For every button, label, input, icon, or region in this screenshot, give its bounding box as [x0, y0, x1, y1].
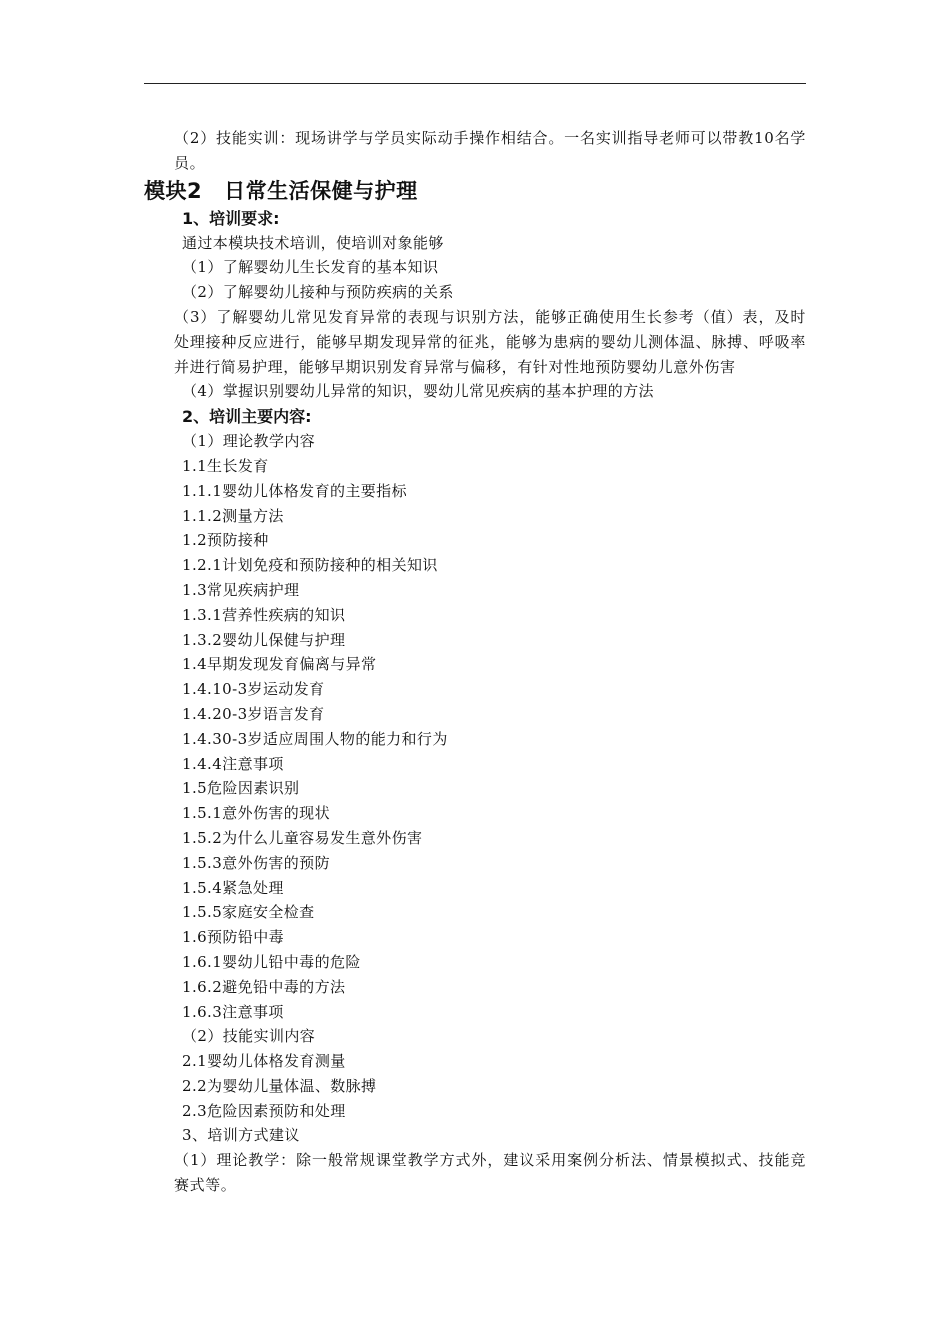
header-rule: [144, 83, 806, 84]
list-item: 1.5危险因素识别: [182, 779, 300, 798]
list-item: 1.4.4注意事项: [182, 754, 284, 773]
list-item: 2.2为婴幼儿量体温、数脉搏: [182, 1076, 377, 1095]
theory-list: [144, 454, 806, 1024]
section1-item: （3）了解婴幼儿常见发育异常的表现与识别方法，能够正确使用生长参考（值）表，及时处理接种反应进行，能够早期发现异常的征兆，能够为患病的婴幼儿测体温、脉搏、呼吸率并进行简易护理，能够早期识别发育异常与偏移，有针对性地预防婴幼儿意外伤害: [174, 307, 806, 376]
document-body: [144, 126, 806, 1198]
section2-heading: 2、培训主要内容:: [182, 407, 312, 427]
list-item: 1.3常见疾病护理: [182, 580, 300, 599]
list-item: 1.5.3意外伤害的预防: [182, 853, 330, 872]
list-item: 1.6预防铅中毒: [182, 928, 285, 947]
list-item: 1.5.2为什么儿童容易发生意外伤害: [182, 828, 423, 847]
skill-list: [144, 1049, 806, 1123]
list-item: 2.3危险因素预防和处理: [182, 1101, 346, 1120]
theory-heading: （1）理论教学内容: [182, 432, 316, 451]
list-item: 1.4.10-3岁运动发育: [182, 680, 325, 699]
list-item: 1.3.1营养性疾病的知识: [182, 605, 346, 624]
section3-heading: 3、培训方式建议: [182, 1126, 300, 1145]
module-number: 模块2: [144, 178, 203, 203]
list-item: 1.5.1意外伤害的现状: [182, 804, 330, 823]
list-item: 1.4.20-3岁语言发育: [182, 704, 325, 723]
list-item: 1.4.30-3岁适应周围人物的能力和行为: [182, 729, 448, 748]
list-item: 1.6.1婴幼儿铅中毒的危险: [182, 952, 361, 971]
list-item: 1.5.4紧急处理: [182, 878, 284, 897]
module-name: 日常生活保健与护理: [224, 178, 418, 203]
module-title: [144, 176, 806, 206]
section1-heading: 1、培训要求:: [182, 208, 280, 228]
list-item: 1.1.1婴幼儿体格发育的主要指标: [182, 481, 407, 500]
list-item: 1.1.2测量方法: [182, 506, 284, 525]
list-item: 1.2预防接种: [182, 531, 269, 550]
list-item: 1.6.2避免铅中毒的方法: [182, 977, 346, 996]
section1-intro: 通过本模块技术培训，使培训对象能够: [182, 233, 444, 252]
list-item: 1.3.2婴幼儿保健与护理: [182, 630, 346, 649]
section1-item: （2）了解婴幼儿接种与预防疾病的关系: [182, 283, 454, 302]
list-item: 1.6.3注意事项: [182, 1002, 284, 1021]
section3-item: （1）理论教学：除一般常规课堂教学方式外，建议采用案例分析法、情景模拟式、技能竞赛式等。: [174, 1151, 806, 1195]
skill-heading: （2）技能实训内容: [182, 1027, 316, 1046]
list-item: 1.2.1计划免疫和预防接种的相关知识: [182, 556, 438, 575]
list-item: 2.1婴幼儿体格发育测量: [182, 1052, 346, 1071]
section1-item: （1）了解婴幼儿生长发育的基本知识: [182, 258, 439, 277]
section1-item: （4）掌握识别婴幼儿异常的知识，婴幼儿常见疾病的基本护理的方法: [182, 382, 654, 401]
list-item: 1.1生长发育: [182, 456, 269, 475]
list-item: 1.4早期发现发育偏离与异常: [182, 655, 377, 674]
list-item: 1.5.5家庭安全检查: [182, 903, 315, 922]
intro-paragraph: （2）技能实训：现场讲学与学员实际动手操作相结合。一名实训指导老师可以带教10名学员。: [174, 129, 806, 172]
